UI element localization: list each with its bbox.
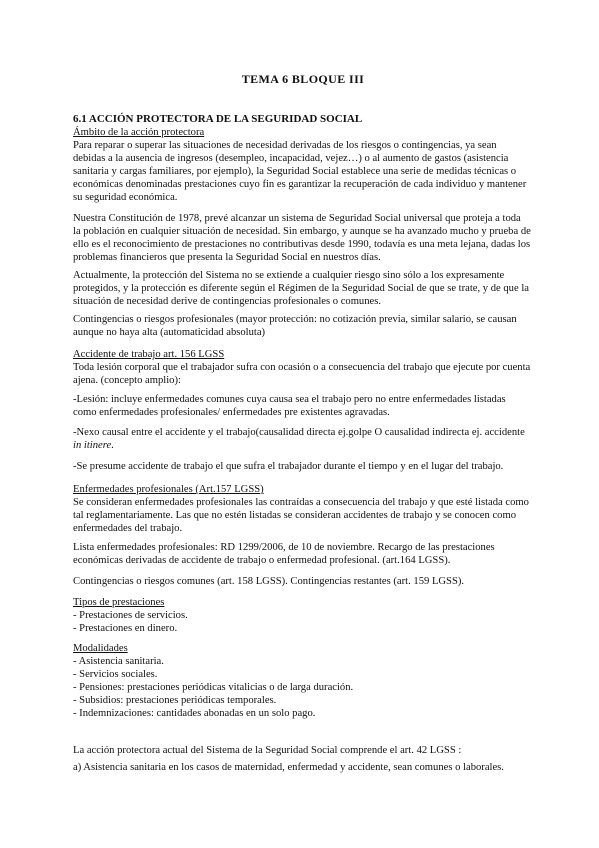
section-heading: 6.1 ACCIÓN PROTECTORA DE LA SEGURIDAD SOCIAL bbox=[73, 113, 363, 125]
modalidades-item: - Indemnizaciones: cantidades abonadas en un solo pago. bbox=[73, 708, 316, 719]
modalidades-item: - Servicios sociales. bbox=[73, 669, 158, 680]
modalidades-block bbox=[73, 642, 531, 720]
accidente-block bbox=[73, 348, 531, 387]
paragraph-presuncion: -Se presume accidente de trabajo el que sufra el trabajador durante el tiempo y en el lugar del trabajo. bbox=[73, 461, 504, 472]
paragraph-actualmente: Actualmente, la protección del Sistema no se extiende a cualquier riesgo sino sólo a los expresamente protegidos, y la protección es diferente según el Régimen de la Seguridad Social de que se trate, y de que la situación de necesidad derive de contingencias profesionales o comunes. bbox=[73, 270, 529, 307]
tipos-item: - Prestaciones de servicios. bbox=[73, 610, 188, 621]
paragraph-lesion: -Lesión: incluye enfermedades comunes cuya causa sea el trabajo pero no entre enfermedades listadas como enfermedades profesionales/ enfermedades pre existentes agravadas. bbox=[73, 394, 506, 418]
paragraph-asistencia-sanitaria: a) Asistencia sanitaria en los casos de maternidad, enfermedad y accidente, sean comunes o laborales. bbox=[73, 762, 504, 773]
paragraph-enfermedades: Se consideran enfermedades profesionales las contraídas a consecuencia del trabajo y que esté listada como tal reglamentariamente. Las que no estén listadas se consideran accidentes de trabajo y se conocen como enfermedades del trabajo. bbox=[73, 497, 529, 534]
paragraph-contingencias-profesionales: Contingencias o riesgos profesionales (mayor protección: no cotización previa, similar salario, se causan aunque no haya alta (automaticidad absoluta) bbox=[73, 314, 517, 338]
ambito-heading: Ámbito de la acción protectora bbox=[73, 127, 205, 138]
modalidades-heading: Modalidades bbox=[73, 643, 128, 654]
nexo-itinere: in itinere bbox=[73, 440, 112, 451]
nexo-end: . bbox=[111, 440, 114, 451]
paragraph-accion-protectora: La acción protectora actual del Sistema de la Seguridad Social comprende el art. 42 LGSS : bbox=[73, 745, 462, 756]
tipos-block bbox=[73, 596, 531, 635]
section-heading-block bbox=[73, 113, 531, 204]
page-title: TEMA 6 BLOQUE III bbox=[241, 72, 365, 86]
enfermedades-block bbox=[73, 483, 531, 535]
tipos-heading: Tipos de prestaciones bbox=[73, 597, 165, 608]
tipos-item: - Prestaciones en dinero. bbox=[73, 623, 178, 634]
accidente-heading: Accidente de trabajo art. 156 LGSS bbox=[73, 349, 225, 360]
nexo-text: -Nexo causal entre el accidente y el trabajo(causalidad directa ej.golpe O causalidad indirecta ej. accidente bbox=[73, 427, 525, 438]
paragraph-accidente-def: Toda lesión corporal que el trabajador sufra con ocasión o a consecuencia del trabajo que ejecute por cuenta ajena. (concepto amplio): bbox=[73, 362, 531, 386]
modalidades-item: - Pensiones: prestaciones periódicas vitalicias o de larga duración. bbox=[73, 682, 354, 693]
paragraph-contingencias-comunes: Contingencias o riesgos comunes (art. 158 LGSS). Contingencias restantes (art. 159 LGSS). bbox=[73, 576, 465, 587]
paragraph-constitucion: Nuestra Constitución de 1978, prevé alcanzar un sistema de Seguridad Social universal que proteja a toda la población en cualquier situación de necesidad. Sin embargo, y aunque se ha avanzado mucho y prueba de ello es el reconocimiento de prestaciones no contributivas desde 1990, todavía es una meta lejana, dadas los problemas financieros que presenta la Seguridad Social en nuestros días. bbox=[73, 213, 531, 263]
paragraph-lista-enfermedades: Lista enfermedades profesionales: RD 1299/2006, de 10 de noviembre. Recargo de las prestaciones económicas derivadas de accidente de trabajo o enfermedad profesional. (art.164 LGSS). bbox=[73, 542, 495, 566]
modalidades-item: - Subsidios: prestaciones periódicas temporales. bbox=[73, 695, 277, 706]
paragraph-ambito: Para reparar o superar las situaciones de necesidad derivadas de los riesgos o contingencias, ya sean debidas a la ausencia de ingresos (desempleo, incapacidad, vejez…) o al aumento de gastos (asistencia sanitaria y cargas familiares, por ejemplo), la Seguridad Social establece una serie de medidas técnicas o económicas denominadas prestaciones cuyo fin es garantizar la recuperación de cada individuo y mantener su seguridad económica. bbox=[73, 140, 527, 203]
enfermedades-heading: Enfermedades profesionales (Art.157 LGSS) bbox=[73, 484, 264, 495]
modalidades-item: - Asistencia sanitaria. bbox=[73, 656, 164, 667]
paragraph-nexo bbox=[73, 426, 531, 452]
